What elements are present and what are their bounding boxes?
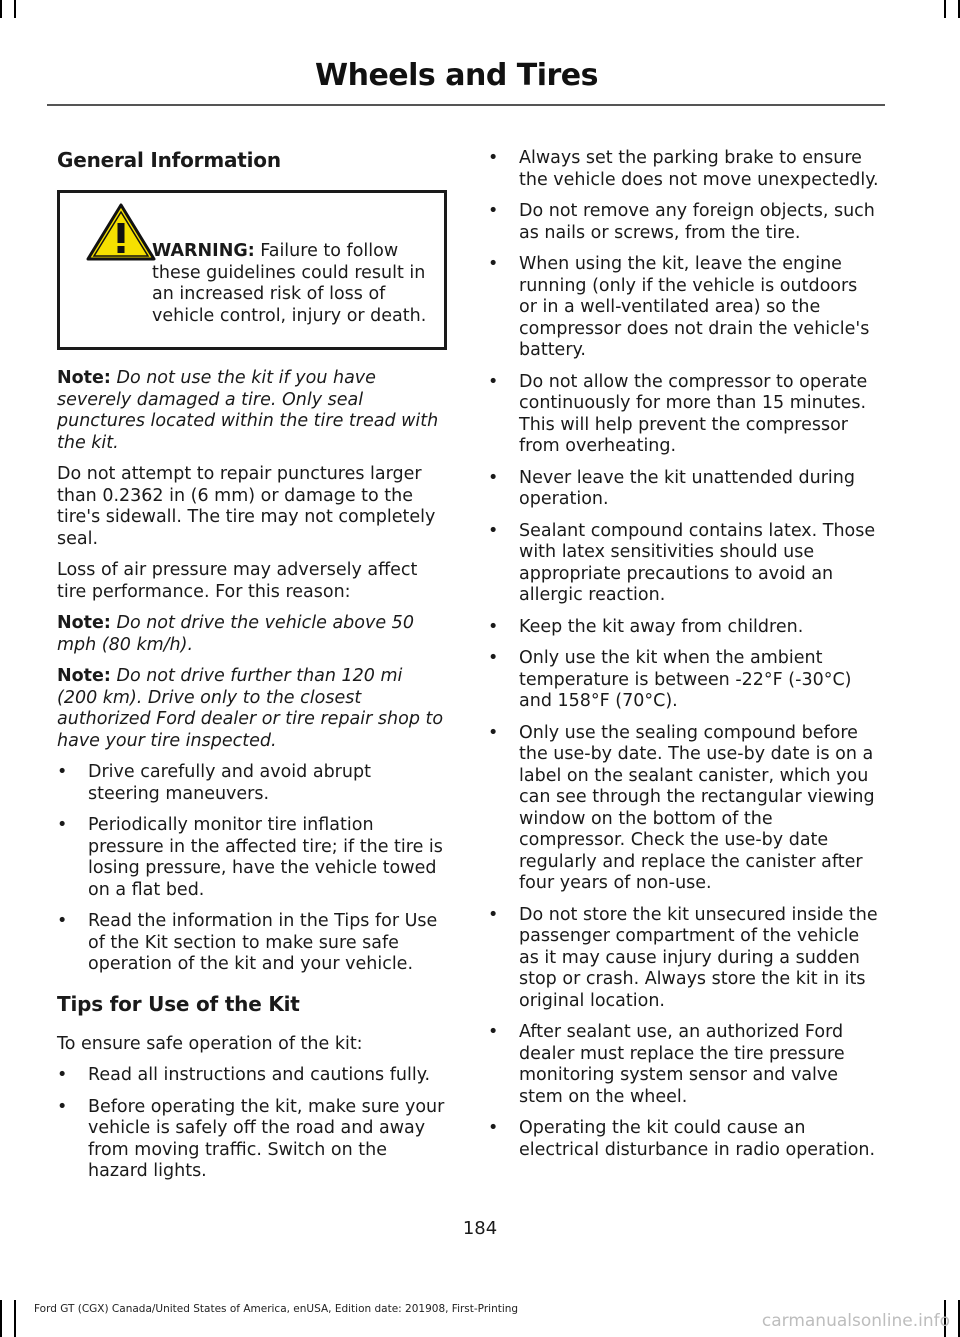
section-heading-general-information: General Information xyxy=(57,148,281,172)
list-item-text: Do not remove any foreign objects, such as nails or screws, from the tire. xyxy=(519,201,875,243)
list-item-text: Operating the kit could cause an electrical disturbance in radio operation. xyxy=(519,1118,876,1160)
warning-triangle-icon xyxy=(86,203,156,261)
paragraph: Do not attempt to repair punctures larger than 0.2362 in (6 mm) or damage to the tire's sidewall. The tire may not completely seal. xyxy=(57,464,436,549)
list-item-text: Always set the parking brake to ensure the vehicle does not move unexpectedly. xyxy=(519,148,879,190)
crop-mark xyxy=(14,0,16,18)
note-text: Do not drive the vehicle above 50 mph (80 km/h). xyxy=(57,613,414,655)
left-column xyxy=(57,140,447,1193)
warning-label: WARNING: xyxy=(152,241,255,261)
list-item xyxy=(488,521,880,607)
bullet-icon: • xyxy=(488,520,499,541)
crop-mark xyxy=(0,1300,2,1337)
list-item-text: Sealant compound contains latex. Those with latex sensitivities should use appropriate precautions to avoid an allergic reaction. xyxy=(519,520,876,605)
bullet-icon: • xyxy=(488,648,499,668)
footer-edition-text: Ford GT (CGX) Canada/United States of America, enUSA, Edition date: 201908, First-Printing xyxy=(34,1303,519,1315)
note-label: Note: xyxy=(57,613,111,633)
list-item xyxy=(488,148,880,191)
list-item xyxy=(488,1022,880,1108)
bullet-icon: • xyxy=(488,371,499,392)
bullet-icon: • xyxy=(57,1096,68,1117)
list-item-text: Do not allow the compressor to operate continuously for more than 15 minutes. This will help prevent the compressor from overheating. xyxy=(519,371,868,456)
note-text: Do not drive further than 120 mi (200 km). Drive only to the closest authorized Ford dealer or tire repair shop to have your tire inspected. xyxy=(57,666,444,751)
paragraph: Loss of air pressure may adversely affect tire performance. For this reason: xyxy=(57,560,418,602)
list-item-text: After sealant use, an authorized Ford dealer must replace the tire pressure monitoring system sensor and valve stem on the wheel. xyxy=(519,1022,845,1107)
paragraph: To ensure safe operation of the kit: xyxy=(57,1033,363,1054)
bullet-icon: • xyxy=(488,467,499,488)
list-item xyxy=(488,648,880,713)
list-item-text: Drive carefully and avoid abrupt steering maneuvers. xyxy=(88,762,371,804)
note xyxy=(57,613,447,656)
warning-body: Failure to follow these guidelines could result in an increased risk of loss of vehicle control, injury or death. xyxy=(152,241,427,326)
right-column xyxy=(488,148,880,1171)
bullet-icon: • xyxy=(488,254,499,274)
bullet-icon: • xyxy=(57,911,68,931)
section-heading-tips: Tips for Use of the Kit xyxy=(57,991,300,1016)
note xyxy=(57,666,447,752)
list-item-text: Read the information in the Tips for Use of the Kit section to make sure safe operation of the kit and your vehicle. xyxy=(88,911,438,974)
warning-box xyxy=(57,190,447,350)
bullet-icon: • xyxy=(57,815,68,835)
bullet-icon: • xyxy=(488,201,499,221)
header-divider xyxy=(47,104,885,106)
bullet-icon: • xyxy=(57,1065,68,1085)
list-item xyxy=(57,1097,447,1183)
list-item xyxy=(488,723,880,895)
list-item xyxy=(57,1065,447,1087)
bullet-icon: • xyxy=(488,722,499,743)
note-label: Note: xyxy=(57,666,111,686)
list-item-text: Read all instructions and cautions fully. xyxy=(88,1065,431,1085)
list-item xyxy=(57,815,447,901)
bullet-icon: • xyxy=(488,1118,499,1138)
bullet-list xyxy=(57,762,447,976)
list-item-text: Never leave the kit unattended during operation. xyxy=(519,467,855,509)
bullet-icon: • xyxy=(57,762,68,782)
watermark: carmanualsonline.info xyxy=(761,1311,950,1331)
bullet-icon: • xyxy=(488,616,499,637)
note-text: Do not use the kit if you have severely damaged a tire. Only seal punctures located within the tire tread with the kit. xyxy=(57,368,439,453)
list-item xyxy=(488,905,880,1013)
bullet-icon: • xyxy=(488,904,499,925)
note xyxy=(57,368,447,454)
list-item-text: Only use the sealing compound before the use-by date. The use-by date is on a label on the sealant canister, which you can see through the rectangular viewing window on the bottom of the compressor. Check the use-by date regularly and replace the canister after four years of non-use. xyxy=(519,722,875,893)
list-item xyxy=(57,911,447,976)
list-item-text: Do not store the kit unsecured inside the passenger compartment of the vehicle as it may cause injury during a sudden stop or crash. Always store the kit in its original location. xyxy=(519,904,878,1011)
list-item xyxy=(57,762,447,805)
list-item xyxy=(488,468,880,511)
list-item xyxy=(488,1118,880,1161)
bullet-icon: • xyxy=(488,148,499,168)
list-item xyxy=(488,254,880,362)
list-item-text: Periodically monitor tire inflation pressure in the affected tire; if the tire is losing pressure, have the vehicle towed on a flat bed. xyxy=(88,815,443,900)
crop-mark xyxy=(0,0,2,18)
list-item-text: Before operating the kit, make sure your vehicle is safely off the road and away from moving traffic. Switch on the hazard lights. xyxy=(88,1096,445,1181)
note-label: Note: xyxy=(57,368,111,388)
page-title: Wheels and Tires xyxy=(315,58,598,93)
crop-mark xyxy=(14,1300,16,1337)
crop-mark xyxy=(944,0,946,18)
bullet-list xyxy=(488,148,880,1161)
bullet-list xyxy=(57,1065,447,1183)
list-item-text: Only use the kit when the ambient temperature is between -22°F (-30°C) and 158°F (70°C). xyxy=(519,648,852,711)
page-number: 184 xyxy=(462,1218,498,1239)
bullet-icon: • xyxy=(488,1022,499,1042)
list-item-text: Keep the kit away from children. xyxy=(519,616,804,637)
list-item xyxy=(488,372,880,458)
list-item xyxy=(488,201,880,244)
list-item xyxy=(488,617,880,639)
list-item-text: When using the kit, leave the engine running (only if the vehicle is outdoors or in a well-ventilated area) so the compressor does not drain the vehicle's battery. xyxy=(519,254,870,360)
